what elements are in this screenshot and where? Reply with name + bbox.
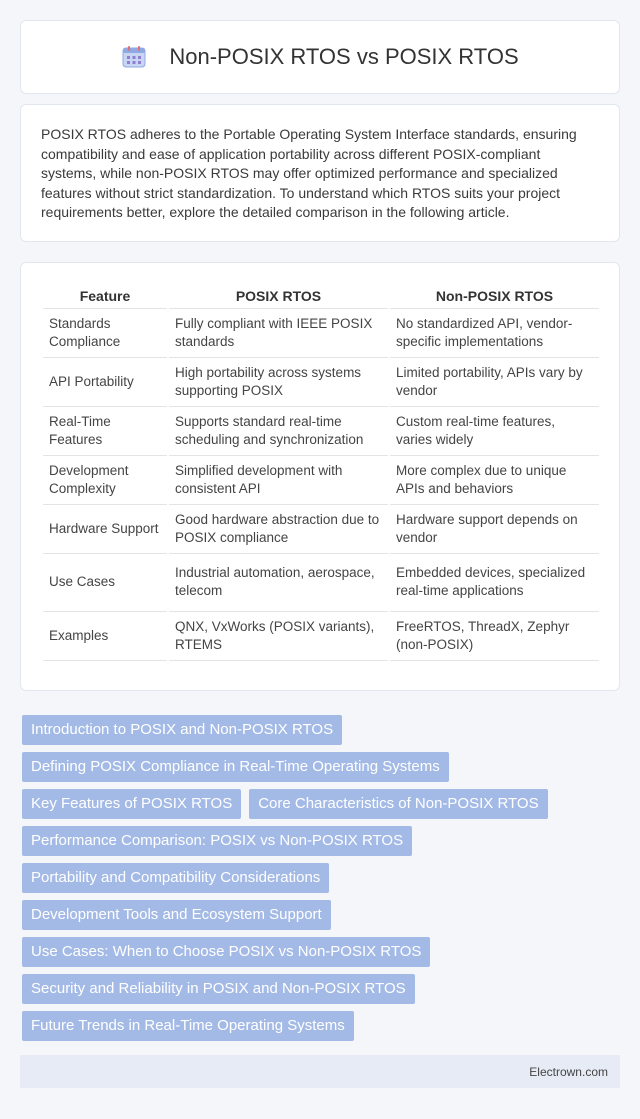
table-cell: High portability across systems supporting POSIX bbox=[168, 357, 389, 406]
table-cell: QNX, VxWorks (POSIX variants), RTEMS bbox=[168, 611, 389, 660]
comparison-table bbox=[43, 283, 599, 661]
title-card bbox=[20, 20, 620, 94]
topic-link[interactable]: Use Cases: When to Choose POSIX vs Non-POSIX RTOS bbox=[22, 937, 430, 967]
table-cell: Simplified development with consistent API bbox=[168, 455, 389, 504]
table-cell: Use Cases bbox=[43, 553, 168, 611]
table-cell: Fully compliant with IEEE POSIX standards bbox=[168, 308, 389, 357]
table-row bbox=[43, 357, 599, 406]
table-cell: Standards Compliance bbox=[43, 308, 168, 357]
table-cell: Industrial automation, aerospace, telecom bbox=[168, 553, 389, 611]
topic-link[interactable]: Introduction to POSIX and Non-POSIX RTOS bbox=[22, 715, 342, 745]
topic-link[interactable]: Security and Reliability in POSIX and Non-POSIX RTOS bbox=[22, 974, 415, 1004]
table-cell: Real-Time Features bbox=[43, 406, 168, 455]
topic-link[interactable]: Development Tools and Ecosystem Support bbox=[22, 900, 331, 930]
table-cell: More complex due to unique APIs and behaviors bbox=[389, 455, 599, 504]
topic-link[interactable]: Future Trends in Real-Time Operating Systems bbox=[22, 1011, 354, 1041]
topic-link[interactable]: Key Features of POSIX RTOS bbox=[22, 789, 241, 819]
table-cell: API Portability bbox=[43, 357, 168, 406]
footer bbox=[20, 1055, 620, 1088]
table-cell: Hardware Support bbox=[43, 504, 168, 553]
table-cell: FreeRTOS, ThreadX, Zephyr (non-POSIX) bbox=[389, 611, 599, 660]
table-row bbox=[43, 504, 599, 553]
column-header-feature: Feature bbox=[43, 283, 168, 308]
table-header-row bbox=[43, 283, 599, 308]
table-cell: Embedded devices, specialized real-time applications bbox=[389, 553, 599, 611]
topic-link[interactable]: Performance Comparison: POSIX vs Non-POSIX RTOS bbox=[22, 826, 412, 856]
topic-link[interactable]: Defining POSIX Compliance in Real-Time Operating Systems bbox=[22, 752, 449, 782]
table-row bbox=[43, 308, 599, 357]
topic-tags bbox=[22, 715, 618, 1048]
column-header-posix: POSIX RTOS bbox=[168, 283, 389, 308]
table-cell: Good hardware abstraction due to POSIX compliance bbox=[168, 504, 389, 553]
table-row bbox=[43, 406, 599, 455]
table-cell: Hardware support depends on vendor bbox=[389, 504, 599, 553]
table-cell: Limited portability, APIs vary by vendor bbox=[389, 357, 599, 406]
table-row bbox=[43, 553, 599, 611]
table-row bbox=[43, 455, 599, 504]
table-row bbox=[43, 611, 599, 660]
calendar-icon bbox=[121, 45, 147, 69]
column-header-non-posix: Non-POSIX RTOS bbox=[389, 283, 599, 308]
footer-brand[interactable]: Electrown.com bbox=[529, 1064, 608, 1079]
intro-card bbox=[20, 104, 620, 242]
comparison-table-card bbox=[20, 262, 620, 691]
table-cell: Development Complexity bbox=[43, 455, 168, 504]
table-cell: Examples bbox=[43, 611, 168, 660]
topic-link[interactable]: Core Characteristics of Non-POSIX RTOS bbox=[249, 789, 547, 819]
table-cell: No standardized API, vendor-specific implementations bbox=[389, 308, 599, 357]
topic-link[interactable]: Portability and Compatibility Considerations bbox=[22, 863, 329, 893]
page-title: Non-POSIX RTOS vs POSIX RTOS bbox=[169, 44, 519, 69]
table-cell: Custom real-time features, varies widely bbox=[389, 406, 599, 455]
intro-text: POSIX RTOS adheres to the Portable Operating System Interface standards, ensuring compatibility and ease of application portability across different POSIX-compliant systems, while non-POSIX RTOS may offer optimized performance and specialized features without strict standardization. To understand which RTOS suits your project requirements better, explore the detailed comparison in the following article. bbox=[41, 126, 577, 220]
table-cell: Supports standard real-time scheduling and synchronization bbox=[168, 406, 389, 455]
